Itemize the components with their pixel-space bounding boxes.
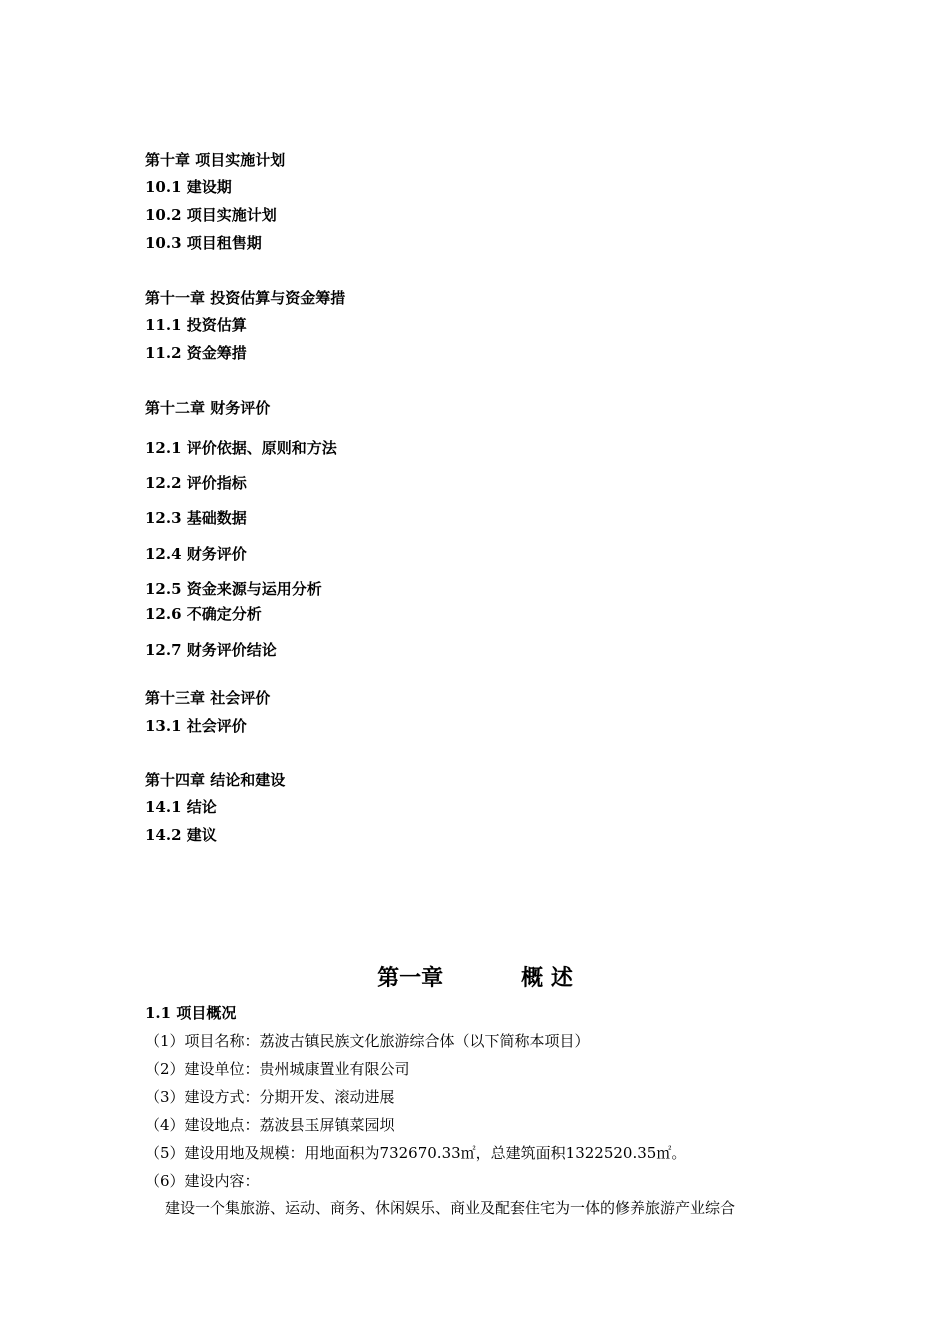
toc-item-14-1: 14.1 结论 — [145, 798, 217, 816]
toc-item-12-5: 12.5 资金来源与运用分析 — [145, 580, 322, 598]
toc-chapter-13: 第十三章 社会评价 — [145, 689, 271, 707]
overview-item-content: （6）建设内容： — [145, 1172, 260, 1190]
toc-item-14-2: 14.2 建议 — [145, 826, 217, 844]
toc-item-12-7: 12.7 财务评价结论 — [145, 641, 277, 659]
toc-chapter-10: 第十章 项目实施计划 — [145, 151, 286, 169]
toc-chapter-12: 第十二章 财务评价 — [145, 399, 271, 417]
toc-item-12-2: 12.2 评价指标 — [145, 474, 247, 492]
toc-chapter-14: 第十四章 结论和建设 — [145, 771, 286, 789]
toc-item-10-3: 10.3 项目租售期 — [145, 234, 262, 252]
toc-item-12-1: 12.1 评价依据、原则和方法 — [145, 439, 337, 457]
toc-chapter-11: 第十一章 投资估算与资金筹措 — [145, 289, 346, 307]
toc-item-10-1: 10.1 建设期 — [145, 178, 232, 196]
toc-item-11-2: 11.2 资金筹措 — [145, 344, 247, 362]
toc-item-12-3: 12.3 基础数据 — [145, 509, 247, 527]
toc-item-12-6: 12.6 不确定分析 — [145, 605, 262, 623]
toc-item-10-2: 10.2 项目实施计划 — [145, 206, 277, 224]
overview-item-location: （4）建设地点：荔波县玉屏镇菜园坝 — [145, 1116, 395, 1134]
toc-item-13-1: 13.1 社会评价 — [145, 717, 247, 735]
toc-item-12-4: 12.4 财务评价 — [145, 545, 247, 563]
content-paragraph: 建设一个集旅游、运动、商务、休闲娱乐、商业及配套住宅为一体的修养旅游产业综合 — [165, 1199, 736, 1217]
overview-item-unit: （2）建设单位：贵州城康置业有限公司 — [145, 1060, 410, 1078]
overview-item-method: （3）建设方式：分期开发、滚动进展 — [145, 1088, 395, 1106]
chapter-number: 第一章 — [377, 965, 444, 991]
section-heading: 1.1 项目概况 — [145, 1004, 237, 1022]
chapter-name: 概 述 — [521, 965, 573, 991]
overview-item-name: （1）项目名称：荔波古镇民族文化旅游综合体（以下简称本项目） — [145, 1032, 590, 1050]
toc-item-11-1: 11.1 投资估算 — [145, 316, 247, 334]
chapter-title — [0, 963, 950, 993]
overview-item-scale: （5）建设用地及规模：用地面积为732670.33㎡，总建筑面积1322520.35㎡。 — [145, 1144, 687, 1162]
